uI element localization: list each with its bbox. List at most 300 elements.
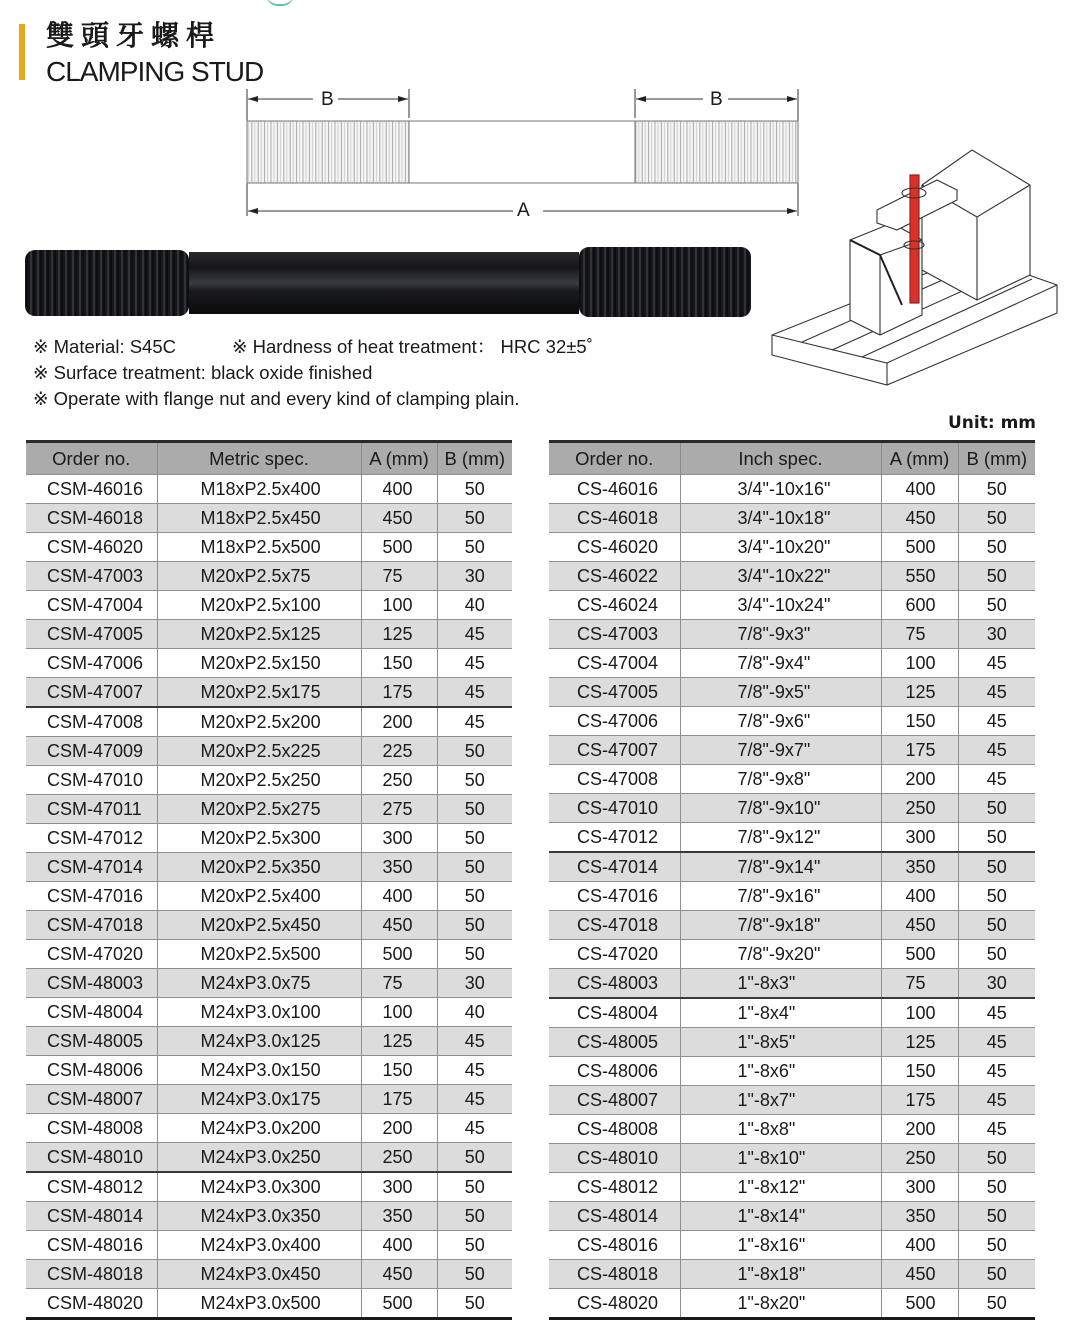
spec-cell: 1"-8x5"	[680, 1028, 881, 1057]
spec-cell: 1"-8x12"	[680, 1173, 881, 1202]
table-row	[26, 707, 512, 737]
note-hardness: ※ Hardness of heat treatment： HRC 32±5˚	[232, 336, 593, 357]
a-value-cell: 125	[361, 1027, 437, 1056]
a-value-cell: 500	[361, 533, 437, 562]
spec-cell: M20xP2.5x350	[157, 853, 361, 882]
table-row	[549, 1202, 1035, 1231]
b-value-cell: 45	[958, 1028, 1035, 1057]
b-value-cell: 50	[437, 1172, 512, 1202]
a-value-cell: 600	[881, 591, 958, 620]
page-title-english: CLAMPING STUD	[46, 56, 264, 87]
spec-cell: 7/8"-9x14"	[680, 852, 881, 882]
order-no-cell: CS-46020	[549, 533, 680, 562]
a-value-cell: 250	[881, 1144, 958, 1173]
order-no-cell: CS-47008	[549, 765, 680, 794]
b-value-cell: 45	[437, 1027, 512, 1056]
table-row	[26, 853, 512, 882]
spec-cell: M20xP2.5x200	[157, 707, 361, 737]
order-no-cell: CS-48016	[549, 1231, 680, 1260]
table-row	[549, 852, 1035, 882]
a-value-cell: 450	[361, 504, 437, 533]
a-value-cell: 400	[881, 882, 958, 911]
a-value-cell: 500	[361, 940, 437, 969]
order-no-cell: CSM-48010	[26, 1143, 157, 1173]
order-no-cell: CSM-47016	[26, 882, 157, 911]
spec-cell: M24xP3.0x300	[157, 1172, 361, 1202]
order-no-cell: CS-48007	[549, 1086, 680, 1115]
table-row	[26, 620, 512, 649]
spec-cell: 1"-8x6"	[680, 1057, 881, 1086]
b-value-cell: 30	[958, 620, 1035, 649]
spec-cell: M18xP2.5x450	[157, 504, 361, 533]
order-no-cell: CSM-48004	[26, 998, 157, 1027]
table-header-row	[26, 442, 512, 475]
order-no-cell: CSM-47020	[26, 940, 157, 969]
table-row	[26, 533, 512, 562]
b-value-cell: 50	[437, 853, 512, 882]
a-value-cell: 500	[881, 533, 958, 562]
table-row	[26, 562, 512, 591]
column-header-order-no: Order no.	[26, 442, 157, 475]
spec-cell: M24xP3.0x200	[157, 1114, 361, 1143]
spec-cell: 1"-8x18"	[680, 1260, 881, 1289]
b-value-cell: 30	[958, 969, 1035, 999]
a-value-cell: 175	[361, 1085, 437, 1114]
order-no-cell: CSM-48008	[26, 1114, 157, 1143]
a-value-cell: 75	[881, 620, 958, 649]
spec-cell: M24xP3.0x350	[157, 1202, 361, 1231]
column-header-b-mm: B (mm)	[958, 442, 1035, 475]
a-value-cell: 100	[361, 591, 437, 620]
a-value-cell: 250	[361, 1143, 437, 1173]
order-no-cell: CSM-46020	[26, 533, 157, 562]
order-no-cell: CS-47010	[549, 794, 680, 823]
b-value-cell: 50	[437, 911, 512, 940]
b-value-cell: 50	[437, 795, 512, 824]
order-no-cell: CS-48003	[549, 969, 680, 999]
a-value-cell: 300	[361, 824, 437, 853]
a-value-cell: 200	[361, 1114, 437, 1143]
order-no-cell: CSM-48014	[26, 1202, 157, 1231]
table-row	[549, 678, 1035, 707]
table-row	[549, 1028, 1035, 1057]
order-no-cell: CSM-46018	[26, 504, 157, 533]
table-row	[26, 1143, 512, 1173]
table-row	[549, 736, 1035, 765]
table-row	[549, 911, 1035, 940]
table-row	[549, 1173, 1035, 1202]
unit-label: Unit: mm	[948, 413, 1037, 433]
order-no-cell: CS-48010	[549, 1144, 680, 1173]
order-no-cell: CSM-47005	[26, 620, 157, 649]
table-row	[549, 969, 1035, 999]
b-value-cell: 40	[437, 998, 512, 1027]
table-row	[549, 1057, 1035, 1086]
order-no-cell: CSM-48005	[26, 1027, 157, 1056]
spec-cell: M20xP2.5x225	[157, 737, 361, 766]
table-row	[26, 1172, 512, 1202]
spec-cell: M20xP2.5x250	[157, 766, 361, 795]
a-value-cell: 250	[881, 794, 958, 823]
spec-cell: M20xP2.5x300	[157, 824, 361, 853]
order-no-cell: CS-46018	[549, 504, 680, 533]
dimension-label-a: A	[517, 200, 530, 221]
table-row	[26, 737, 512, 766]
table-row	[549, 765, 1035, 794]
table-row	[549, 1289, 1035, 1319]
spec-cell: 3/4"-10x20"	[680, 533, 881, 562]
b-value-cell: 50	[958, 1144, 1035, 1173]
table-row	[549, 998, 1035, 1028]
b-value-cell: 45	[958, 765, 1035, 794]
spec-cell: M24xP3.0x400	[157, 1231, 361, 1260]
a-value-cell: 150	[361, 649, 437, 678]
metric-spec-table	[26, 440, 512, 1320]
a-value-cell: 350	[361, 853, 437, 882]
table-row	[26, 795, 512, 824]
a-value-cell: 500	[361, 1289, 437, 1319]
table-row	[26, 1056, 512, 1085]
b-value-cell: 50	[437, 475, 512, 504]
product-notes	[33, 334, 593, 412]
table-row	[549, 823, 1035, 853]
b-value-cell: 45	[958, 678, 1035, 707]
order-no-cell: CSM-47018	[26, 911, 157, 940]
a-value-cell: 125	[881, 678, 958, 707]
order-no-cell: CS-46024	[549, 591, 680, 620]
table-row	[549, 533, 1035, 562]
spec-cell: M20xP2.5x175	[157, 678, 361, 708]
spec-cell: 1"-8x4"	[680, 998, 881, 1028]
spec-cell: 7/8"-9x16"	[680, 882, 881, 911]
order-no-cell: CS-47007	[549, 736, 680, 765]
b-value-cell: 50	[958, 475, 1035, 504]
spec-cell: M24xP3.0x450	[157, 1260, 361, 1289]
spec-cell: 7/8"-9x6"	[680, 707, 881, 736]
order-no-cell: CS-46022	[549, 562, 680, 591]
b-value-cell: 50	[958, 911, 1035, 940]
b-value-cell: 50	[958, 1173, 1035, 1202]
order-no-cell: CSM-48012	[26, 1172, 157, 1202]
table-row	[26, 766, 512, 795]
a-value-cell: 125	[881, 1028, 958, 1057]
inch-spec-table	[549, 440, 1035, 1320]
spec-cell: 1"-8x16"	[680, 1231, 881, 1260]
order-no-cell: CS-48012	[549, 1173, 680, 1202]
order-no-cell: CSM-48016	[26, 1231, 157, 1260]
order-no-cell: CS-47006	[549, 707, 680, 736]
a-value-cell: 450	[361, 1260, 437, 1289]
table-header-row	[549, 442, 1035, 475]
spec-cell: 3/4"-10x22"	[680, 562, 881, 591]
b-value-cell: 50	[437, 533, 512, 562]
a-value-cell: 500	[881, 1289, 958, 1319]
b-value-cell: 50	[437, 1202, 512, 1231]
a-value-cell: 300	[881, 823, 958, 853]
order-no-cell: CSM-47012	[26, 824, 157, 853]
b-value-cell: 50	[958, 533, 1035, 562]
spec-cell: 3/4"-10x18"	[680, 504, 881, 533]
table-row	[549, 707, 1035, 736]
a-value-cell: 75	[361, 969, 437, 998]
a-value-cell: 400	[361, 475, 437, 504]
spec-cell: 3/4"-10x16"	[680, 475, 881, 504]
order-no-cell: CSM-47007	[26, 678, 157, 708]
spec-cell: M20xP2.5x400	[157, 882, 361, 911]
order-no-cell: CSM-47014	[26, 853, 157, 882]
b-value-cell: 45	[437, 707, 512, 737]
b-value-cell: 50	[958, 940, 1035, 969]
b-value-cell: 50	[958, 504, 1035, 533]
order-no-cell: CS-47014	[549, 852, 680, 882]
b-value-cell: 50	[958, 794, 1035, 823]
a-value-cell: 300	[881, 1173, 958, 1202]
b-value-cell: 45	[958, 1057, 1035, 1086]
table-row	[549, 475, 1035, 504]
order-no-cell: CS-48008	[549, 1115, 680, 1144]
a-value-cell: 75	[881, 969, 958, 999]
spec-cell: 1"-8x7"	[680, 1086, 881, 1115]
spec-cell: 1"-8x14"	[680, 1202, 881, 1231]
order-no-cell: CSM-47009	[26, 737, 157, 766]
b-value-cell: 30	[437, 562, 512, 591]
table-row	[549, 882, 1035, 911]
table-row	[549, 649, 1035, 678]
a-value-cell: 175	[881, 736, 958, 765]
order-no-cell: CSM-48006	[26, 1056, 157, 1085]
b-value-cell: 50	[958, 852, 1035, 882]
table-row	[26, 882, 512, 911]
table-row	[26, 1085, 512, 1114]
table-row	[549, 562, 1035, 591]
decorative-arc	[266, 0, 294, 6]
spec-cell: M18xP2.5x400	[157, 475, 361, 504]
spec-cell: 7/8"-9x10"	[680, 794, 881, 823]
table-row	[549, 591, 1035, 620]
b-value-cell: 50	[437, 504, 512, 533]
order-no-cell: CSM-47004	[26, 591, 157, 620]
dimension-label-b-right: B	[710, 89, 723, 110]
spec-cell: 1"-8x8"	[680, 1115, 881, 1144]
table-row	[26, 1231, 512, 1260]
spec-cell: M24xP3.0x150	[157, 1056, 361, 1085]
order-no-cell: CS-48018	[549, 1260, 680, 1289]
b-value-cell: 50	[958, 1289, 1035, 1319]
title-accent-bar	[19, 24, 25, 80]
column-header-b-mm: B (mm)	[437, 442, 512, 475]
a-value-cell: 350	[881, 1202, 958, 1231]
a-value-cell: 225	[361, 737, 437, 766]
spec-cell: M24xP3.0x500	[157, 1289, 361, 1319]
spec-cell: M20xP2.5x100	[157, 591, 361, 620]
spec-cell: M24xP3.0x75	[157, 969, 361, 998]
b-value-cell: 50	[437, 1260, 512, 1289]
b-value-cell: 50	[958, 1260, 1035, 1289]
order-no-cell: CSM-47011	[26, 795, 157, 824]
order-no-cell: CS-48020	[549, 1289, 680, 1319]
b-value-cell: 50	[437, 824, 512, 853]
note-surface: ※ Surface treatment: black oxide finished	[33, 362, 373, 383]
table-row	[26, 591, 512, 620]
spec-cell: M20xP2.5x125	[157, 620, 361, 649]
b-value-cell: 50	[437, 1289, 512, 1319]
a-value-cell: 150	[881, 707, 958, 736]
order-no-cell: CSM-48018	[26, 1260, 157, 1289]
b-value-cell: 40	[437, 591, 512, 620]
table-row	[26, 504, 512, 533]
order-no-cell: CS-47018	[549, 911, 680, 940]
table-row	[26, 940, 512, 969]
b-value-cell: 45	[437, 649, 512, 678]
a-value-cell: 100	[881, 649, 958, 678]
b-value-cell: 50	[437, 1231, 512, 1260]
b-value-cell: 50	[437, 1143, 512, 1173]
a-value-cell: 100	[881, 998, 958, 1028]
table-row	[549, 1144, 1035, 1173]
order-no-cell: CS-48005	[549, 1028, 680, 1057]
b-value-cell: 30	[437, 969, 512, 998]
a-value-cell: 250	[361, 766, 437, 795]
a-value-cell: 275	[361, 795, 437, 824]
spec-cell: 7/8"-9x5"	[680, 678, 881, 707]
spec-cell: 7/8"-9x12"	[680, 823, 881, 853]
a-value-cell: 350	[881, 852, 958, 882]
a-value-cell: 550	[881, 562, 958, 591]
table-row	[549, 620, 1035, 649]
b-value-cell: 50	[437, 737, 512, 766]
table-row	[26, 1027, 512, 1056]
a-value-cell: 150	[361, 1056, 437, 1085]
order-no-cell: CSM-46016	[26, 475, 157, 504]
b-value-cell: 45	[437, 678, 512, 708]
table-row	[549, 1115, 1035, 1144]
b-value-cell: 45	[437, 1085, 512, 1114]
a-value-cell: 150	[881, 1057, 958, 1086]
order-no-cell: CS-47004	[549, 649, 680, 678]
table-row	[26, 475, 512, 504]
a-value-cell: 75	[361, 562, 437, 591]
order-no-cell: CSM-47010	[26, 766, 157, 795]
spec-cell: 7/8"-9x18"	[680, 911, 881, 940]
table-row	[26, 1260, 512, 1289]
b-value-cell: 45	[958, 707, 1035, 736]
table-row	[26, 969, 512, 998]
stud-product-photo	[22, 240, 756, 320]
b-value-cell: 50	[958, 882, 1035, 911]
column-header-inch-spec: Inch spec.	[680, 442, 881, 475]
column-header-metric-spec: Metric spec.	[157, 442, 361, 475]
clamping-setup-illustration	[762, 145, 1062, 395]
note-material: ※ Material: S45C	[33, 336, 176, 357]
spec-cell: M20xP2.5x75	[157, 562, 361, 591]
table-row	[549, 794, 1035, 823]
spec-cell: M20xP2.5x275	[157, 795, 361, 824]
a-value-cell: 200	[881, 1115, 958, 1144]
a-value-cell: 450	[881, 1260, 958, 1289]
spec-cell: 7/8"-9x8"	[680, 765, 881, 794]
spec-cell: M24xP3.0x125	[157, 1027, 361, 1056]
table-row	[549, 1260, 1035, 1289]
page-title-chinese: 雙頭牙螺桿	[46, 19, 222, 52]
table-row	[26, 678, 512, 708]
a-value-cell: 400	[361, 1231, 437, 1260]
b-value-cell: 50	[958, 562, 1035, 591]
spec-cell: 7/8"-9x20"	[680, 940, 881, 969]
spec-cell: 1"-8x3"	[680, 969, 881, 999]
order-no-cell: CS-47003	[549, 620, 680, 649]
b-value-cell: 50	[958, 1231, 1035, 1260]
table-row	[549, 504, 1035, 533]
a-value-cell: 175	[881, 1086, 958, 1115]
order-no-cell: CS-47020	[549, 940, 680, 969]
order-no-cell: CS-46016	[549, 475, 680, 504]
spec-cell: 1"-8x10"	[680, 1144, 881, 1173]
a-value-cell: 200	[361, 707, 437, 737]
spec-cell: M18xP2.5x500	[157, 533, 361, 562]
a-value-cell: 400	[881, 475, 958, 504]
a-value-cell: 300	[361, 1172, 437, 1202]
order-no-cell: CS-48006	[549, 1057, 680, 1086]
a-value-cell: 450	[881, 911, 958, 940]
order-no-cell: CS-47016	[549, 882, 680, 911]
order-no-cell: CS-47005	[549, 678, 680, 707]
a-value-cell: 400	[361, 882, 437, 911]
spec-cell: M24xP3.0x175	[157, 1085, 361, 1114]
a-value-cell: 450	[361, 911, 437, 940]
order-no-cell: CSM-48020	[26, 1289, 157, 1319]
b-value-cell: 50	[437, 882, 512, 911]
b-value-cell: 50	[437, 940, 512, 969]
spec-cell: 1"-8x20"	[680, 1289, 881, 1319]
b-value-cell: 45	[958, 1086, 1035, 1115]
order-no-cell: CS-48004	[549, 998, 680, 1028]
spec-cell: 3/4"-10x24"	[680, 591, 881, 620]
a-value-cell: 350	[361, 1202, 437, 1231]
table-row	[26, 998, 512, 1027]
table-row	[26, 911, 512, 940]
table-row	[549, 1231, 1035, 1260]
b-value-cell: 50	[437, 766, 512, 795]
table-row	[26, 1114, 512, 1143]
table-row	[26, 1202, 512, 1231]
spec-cell: M24xP3.0x100	[157, 998, 361, 1027]
spec-cell: M24xP3.0x250	[157, 1143, 361, 1173]
column-header-a-mm: A (mm)	[881, 442, 958, 475]
spec-cell: M20xP2.5x450	[157, 911, 361, 940]
a-value-cell: 200	[881, 765, 958, 794]
order-no-cell: CSM-48003	[26, 969, 157, 998]
table-row	[549, 940, 1035, 969]
a-value-cell: 500	[881, 940, 958, 969]
dimension-label-b-left: B	[321, 89, 334, 110]
a-value-cell: 400	[881, 1231, 958, 1260]
table-row	[26, 824, 512, 853]
column-header-order-no: Order no.	[549, 442, 680, 475]
b-value-cell: 45	[437, 620, 512, 649]
spec-cell: M20xP2.5x150	[157, 649, 361, 678]
a-value-cell: 100	[361, 998, 437, 1027]
order-no-cell: CSM-47008	[26, 707, 157, 737]
table-row	[549, 1086, 1035, 1115]
order-no-cell: CSM-48007	[26, 1085, 157, 1114]
a-value-cell: 175	[361, 678, 437, 708]
spec-cell: 7/8"-9x4"	[680, 649, 881, 678]
b-value-cell: 50	[958, 823, 1035, 853]
spec-cell: 7/8"-9x3"	[680, 620, 881, 649]
b-value-cell: 45	[958, 998, 1035, 1028]
a-value-cell: 450	[881, 504, 958, 533]
b-value-cell: 50	[958, 591, 1035, 620]
